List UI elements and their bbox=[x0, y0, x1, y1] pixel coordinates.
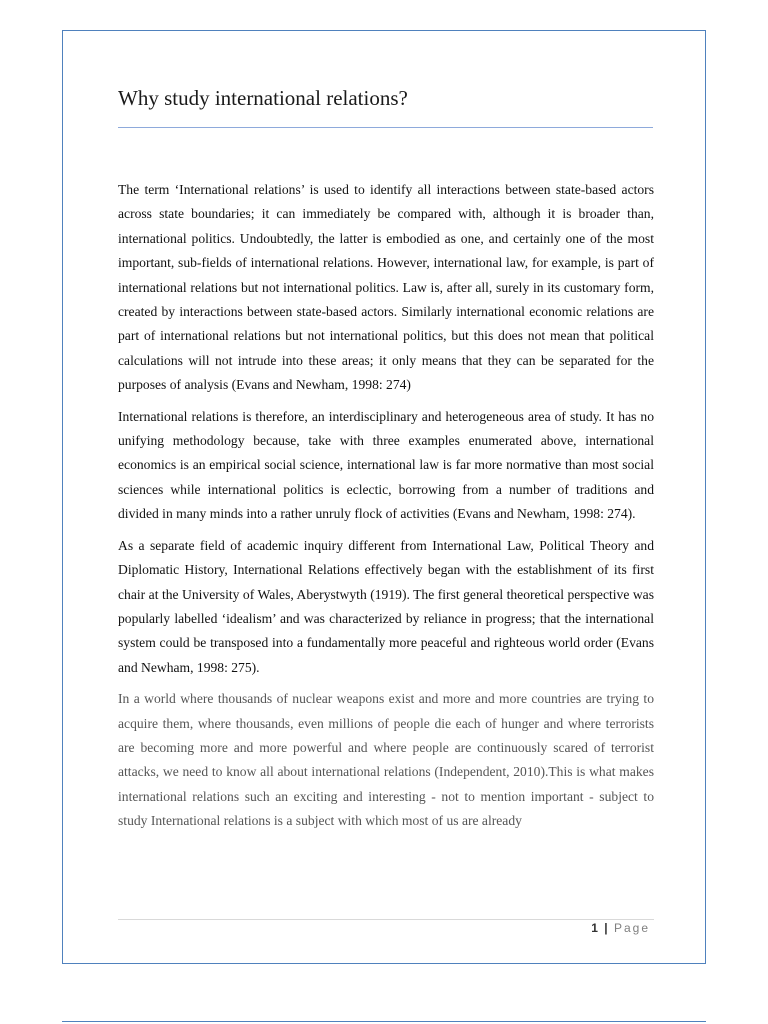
page-title: Why study international relations? bbox=[118, 86, 408, 110]
page-number: 1 bbox=[591, 921, 598, 935]
title-divider bbox=[118, 127, 653, 128]
paragraph-1: The term ‘International relations’ is used to identify all interactions between state-based actors across state boundaries; it can immediately be compared with, although it is broader than, international politics. Undoubtedly, the latter is embodied as one, and certainly one of the most important, sub-fields of international relations. However, international law, for example, is part of international relations but not international politics. Law is, after all, surely in its customary form, created by interactions between state-based actors. Similarly international economic relations are part of international relations but not international politics, but this does not mean that political calculations will not intrude into these areas; it only means that they can be separated for the purposes of analysis (Evans and Newham, 1998: 274) bbox=[118, 182, 654, 393]
footer-divider bbox=[118, 919, 654, 920]
page-footer bbox=[591, 921, 650, 935]
paragraph-4: In a world where thousands of nuclear weapons exist and more and more countries are trying to acquire them, where thousands, even millions of people die each of hunger and where terrorists are becoming more and more powerful and where people are continuously scared of terrorist attacks, we need to know all about international relations (Independent, 2010).This is what makes international relations such an exciting and interesting - not to mention important - subject to study International relations is a subject with which most of us are already bbox=[118, 691, 654, 829]
paragraph-2: International relations is therefore, an interdisciplinary and heterogeneous area of study. It has no unifying methodology because, take with three examples enumerated above, international economics is an empirical social science, international law is far more normative than most social sciences while international politics is eclectic, borrowing from a number of traditions and divided in many minds into a rather unruly flock of activities (Evans and Newham, 1998: 274). bbox=[118, 408, 654, 522]
document-body bbox=[118, 178, 654, 841]
page-label: Page bbox=[613, 921, 650, 935]
paragraph-3: As a separate field of academic inquiry different from International Law, Political Theory and Diplomatic History, International Relations effectively began with the establishment of its first chair at the University of Wales, Aberystwyth (1919). The first general theoretical perspective was popularly labelled ‘idealism’ and was characterized by reliance in progress; that the international system could be transposed into a fundamentally more peaceful and righteous world order (Evans and Newham, 1998: 275). bbox=[118, 537, 654, 675]
page-separator: | bbox=[604, 921, 608, 935]
